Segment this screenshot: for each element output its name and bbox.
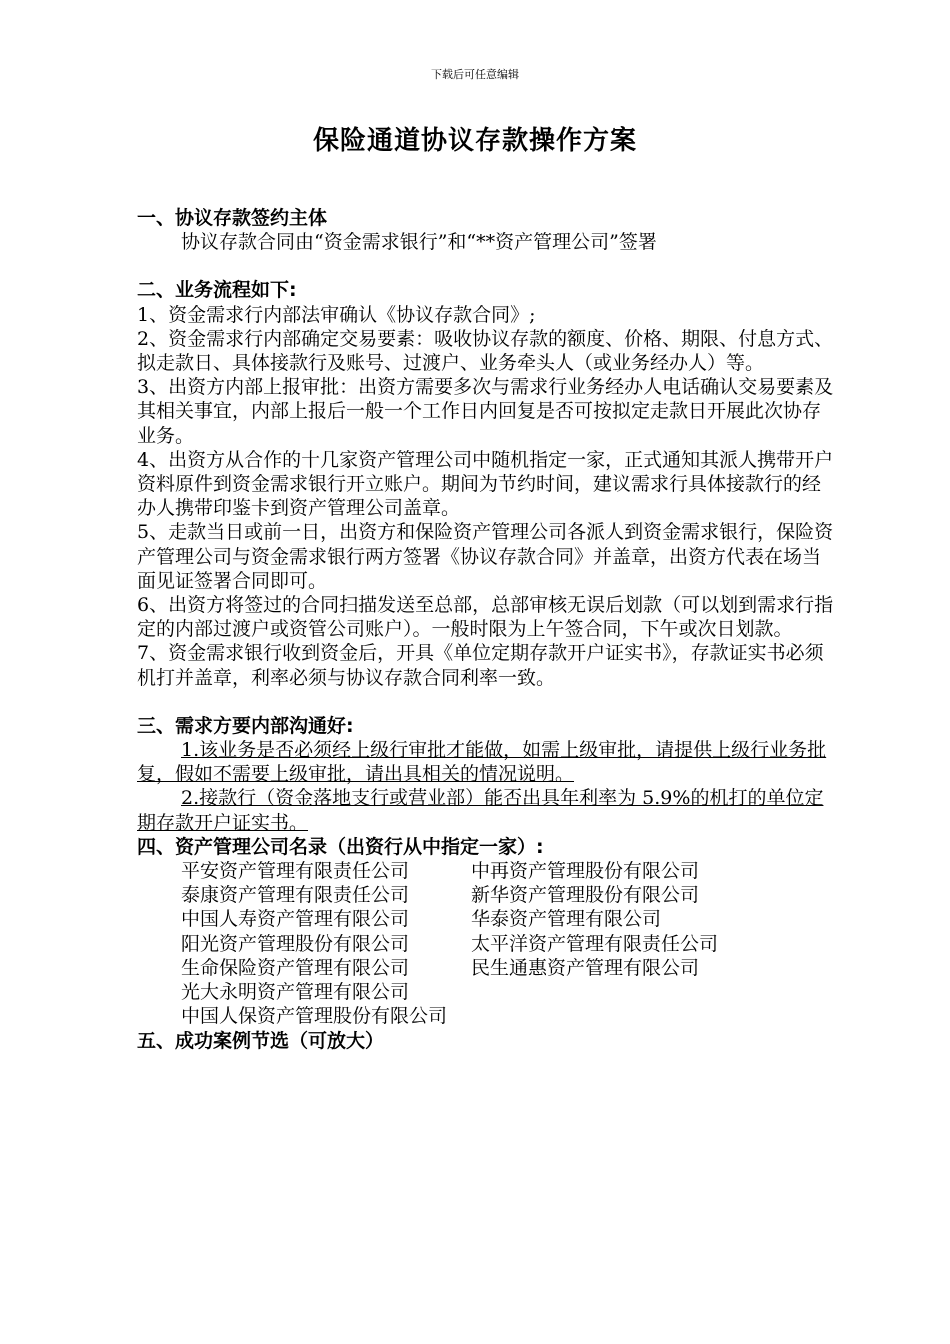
process-step: 5、走款当日或前一日，出资方和保险资产管理公司各派人到资金需求银行，保险资产管理公司与资金需求银行两方签署《协议存款合同》并盖章，出资方代表在场当面见证签署合同即可。: [137, 521, 834, 592]
section4-heading: 四、资产管理公司名录（出资行从中指定一家）:: [137, 835, 544, 858]
section3-heading: 三、需求方要内部沟通好:: [137, 714, 354, 737]
section5-heading: 五、成功案例节选（可放大）: [137, 1029, 385, 1052]
section1-text: 协议存款合同由“资金需求银行”和“**资产管理公司”签署: [181, 231, 657, 254]
section2-heading: 二、业务流程如下:: [137, 279, 297, 302]
company-name: 中国人寿资产管理有限公司: [181, 908, 410, 931]
company-name: 生命保险资产管理有限公司: [181, 956, 410, 979]
header-note: 下载后可任意编辑: [431, 68, 519, 81]
document-body: [137, 206, 837, 1053]
company-row: [137, 1004, 837, 1028]
company-name: 新华资产管理股份有限公司: [471, 884, 700, 907]
process-step: 2、资金需求行内部确定交易要素：吸收协议存款的额度、价格、期限、付息方式、拟走款日、具体接款行及账号、过渡户、业务牵头人（或业务经办人）等。: [137, 327, 834, 375]
company-row: [137, 859, 837, 883]
document-title: 保险通道协议存款操作方案: [312, 126, 637, 156]
company-name: 中国人保资产管理股份有限公司: [181, 1005, 448, 1028]
company-name: 阳光资产管理股份有限公司: [181, 932, 410, 955]
section1-heading: 一、协议存款签约主体: [137, 207, 328, 229]
company-row: [137, 980, 837, 1004]
process-step: 6、出资方将签过的合同扫描发送至总部，总部审核无误后划款（可以划到需求行指定的内部过渡户或资管公司账户）。一般时限为上午签合同，下午或次日划款。: [137, 594, 834, 641]
company-row: [137, 956, 837, 980]
process-step: 7、资金需求银行收到资金后，开具《单位定期存款开户证实书》，存款证实书必须机打并盖章，利率必须与协议存款合同利率一致。: [137, 642, 824, 689]
company-row: [137, 932, 837, 956]
requirement-item: 2.接款行（资金落地支行或营业部）能否出具年利率为 5.9%的机打的单位定期存款开户证实书。: [137, 787, 824, 834]
company-name: 光大永明资产管理有限公司: [181, 981, 410, 1004]
requirement-item: 1.该业务是否必须经上级行审批才能做，如需上级审批，请提供上级行业务批复，假如不需要上级审批，请出具相关的情况说明。: [137, 739, 827, 786]
process-step: 3、出资方内部上报审批：出资方需要多次与需求行业务经办人电话确认交易要素及其相关事宜，内部上报后一般一个工作日内回复是否可按拟定走款日开展此次协存业务。: [137, 376, 834, 447]
company-name: 民生通惠资产管理有限公司: [471, 956, 700, 979]
company-row: [137, 907, 837, 931]
company-name: 平安资产管理有限责任公司: [181, 860, 410, 883]
company-row: [137, 883, 837, 907]
company-name: 泰康资产管理有限责任公司: [181, 884, 410, 907]
process-step: 1、资金需求行内部法审确认《协议存款合同》;: [137, 303, 536, 326]
process-step: 4、出资方从合作的十几家资产管理公司中随机指定一家，正式通知其派人携带开户资料原件到资金需求银行开立账户。期间为节约时间，建议需求行具体接款行的经办人携带印鉴卡到资产管理公司盖章。: [137, 448, 834, 520]
company-name: 华泰资产管理有限公司: [471, 908, 662, 931]
company-name: 太平洋资产管理有限责任公司: [471, 932, 719, 955]
company-name: 中再资产管理股份有限公司: [471, 860, 700, 883]
